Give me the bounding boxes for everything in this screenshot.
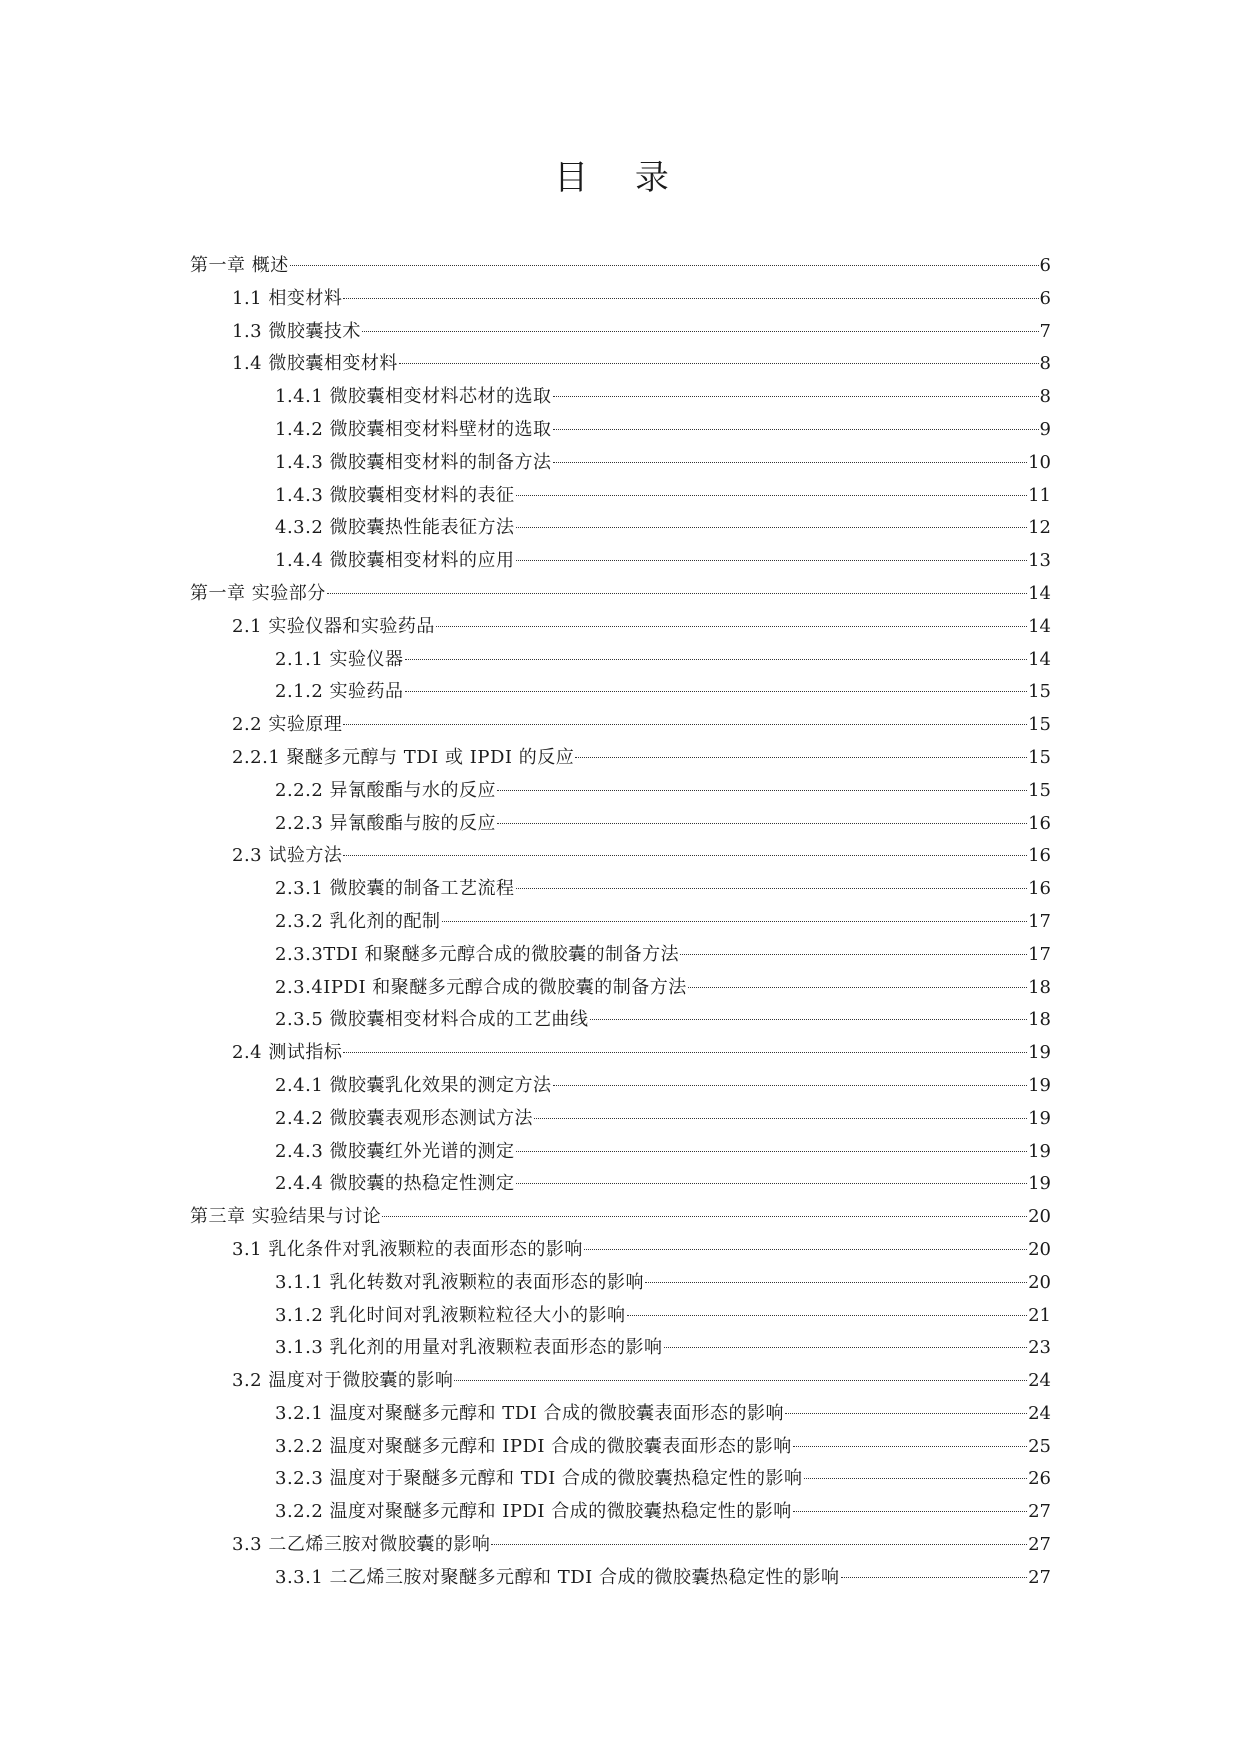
toc-dot-leader [553,462,1028,463]
toc-entry-label: 2.2.1 聚醚多元醇与 TDI 或 IPDI 的反应 [232,746,575,768]
toc-entry[interactable] [190,808,1051,841]
toc-dot-leader [442,921,1028,922]
toc-entry-page-number: 18 [1028,976,1051,998]
toc-entry[interactable] [190,1431,1051,1464]
toc-entry[interactable] [190,1300,1051,1333]
toc-entry-label: 1.4.4 微胶囊相变材料的应用 [275,550,515,572]
toc-entry-label: 3.2.2 温度对聚醚多元醇和 IPDI 合成的微胶囊表面形态的影响 [275,1435,792,1457]
toc-entry[interactable] [190,611,1051,644]
toc-entry[interactable] [190,512,1051,545]
toc-dot-leader [553,1085,1028,1086]
toc-dot-leader [590,1019,1028,1020]
toc-dot-leader [327,593,1027,594]
toc-entry-page-number: 12 [1028,517,1051,539]
toc-entry-page-number: 8 [1039,353,1051,375]
toc-entry-page-number: 15 [1028,746,1051,768]
toc-entry-label: 2.4.2 微胶囊表观形态测试方法 [275,1107,534,1129]
toc-dot-leader [405,691,1028,692]
toc-entry-page-number: 19 [1028,1074,1051,1096]
toc-dot-leader [627,1315,1028,1316]
toc-entry-label: 1.4.3 微胶囊相变材料的制备方法 [275,451,552,473]
toc-entry-label: 3.3.1 二乙烯三胺对聚醚多元醇和 TDI 合成的微胶囊热稳定性的影响 [275,1566,840,1588]
toc-entry[interactable] [190,480,1051,513]
toc-entry-page-number: 14 [1028,582,1051,604]
toc-entry-label: 2.1.2 实验药品 [275,681,404,703]
toc-entry-page-number: 11 [1028,484,1051,506]
toc-entry-page-number: 13 [1028,550,1051,572]
toc-dot-leader [516,1151,1028,1152]
toc-entry[interactable] [190,348,1051,381]
toc-entry-label: 1.4.3 微胶囊相变材料的表征 [275,484,515,506]
toc-entry-label: 2.2.2 异氰酸酯与水的反应 [275,779,497,801]
toc-entry[interactable] [190,1201,1051,1234]
toc-entry[interactable] [190,775,1051,808]
toc-entry-label: 2.4 测试指标 [232,1042,343,1064]
toc-dot-leader [793,1511,1027,1512]
toc-dot-leader [553,396,1039,397]
toc-entry[interactable] [190,250,1051,283]
toc-dot-leader [680,954,1027,955]
toc-entry-page-number: 20 [1028,1206,1051,1228]
toc-dot-leader [645,1282,1027,1283]
toc-entry-page-number: 16 [1028,845,1051,867]
toc-entry-page-number: 16 [1028,878,1051,900]
toc-title: 目 录 [554,158,687,198]
toc-entry-label: 3.2.1 温度对聚醚多元醇和 TDI 合成的微胶囊表面形态的影响 [275,1402,785,1424]
toc-dot-leader [343,1052,1027,1053]
toc-entry[interactable] [190,742,1051,775]
toc-entry[interactable] [190,381,1051,414]
toc-entry-page-number: 19 [1028,1042,1051,1064]
toc-dot-leader [575,757,1027,758]
toc-dot-leader [343,724,1027,725]
toc-entry-page-number: 23 [1028,1337,1051,1359]
toc-dot-leader [491,1544,1027,1545]
toc-entry-page-number: 6 [1039,287,1051,309]
toc-entry-page-number: 14 [1028,615,1051,637]
toc-dot-leader [290,265,1039,266]
toc-entry-page-number: 15 [1028,779,1051,801]
toc-entry-label: 3.2 温度对于微胶囊的影响 [232,1370,454,1392]
toc-dot-leader [534,1118,1027,1119]
toc-entry[interactable] [190,316,1051,349]
toc-entry-label: 3.2.3 温度对于聚醚多元醇和 TDI 合成的微胶囊热稳定性的影响 [275,1468,803,1490]
toc-entry-label: 4.3.2 微胶囊热性能表征方法 [275,517,515,539]
toc-entry-label: 2.1 实验仪器和实验药品 [232,615,435,637]
toc-entry-label: 2.4.3 微胶囊红外光谱的测定 [275,1140,515,1162]
toc-entry[interactable] [190,644,1051,677]
toc-entry-page-number: 19 [1028,1107,1051,1129]
toc-entry[interactable] [190,414,1051,447]
toc-entry-page-number: 6 [1039,255,1051,276]
toc-entry-page-number: 17 [1028,910,1051,932]
toc-entry-label: 3.1.1 乳化转数对乳液颗粒的表面形态的影响 [275,1271,645,1293]
toc-entry-label: 2.3.3TDI 和聚醚多元醇合成的微胶囊的制备方法 [275,943,680,965]
toc-entry[interactable] [190,840,1051,873]
toc-entry[interactable] [190,906,1051,939]
toc-entry[interactable] [190,1103,1051,1136]
toc-entry-page-number: 27 [1028,1534,1051,1556]
toc-dot-leader [553,429,1039,430]
toc-entry[interactable] [190,1365,1051,1398]
toc-entry-label: 2.3.4IPDI 和聚醚多元醇合成的微胶囊的制备方法 [275,976,687,998]
toc-entry-page-number: 7 [1039,320,1051,342]
toc-dot-leader [362,331,1039,332]
toc-entry-label: 3.2.2 温度对聚醚多元醇和 IPDI 合成的微胶囊热稳定性的影响 [275,1501,792,1523]
toc-entry-page-number: 27 [1028,1501,1051,1523]
toc-entry[interactable] [190,1398,1051,1431]
toc-entry-page-number: 24 [1028,1402,1051,1424]
toc-entry[interactable] [190,1267,1051,1300]
toc-dot-leader [516,495,1028,496]
toc-entry-page-number: 27 [1028,1566,1051,1588]
toc-entry-page-number: 17 [1028,943,1051,965]
toc-entry[interactable] [190,709,1051,742]
toc-dot-leader [454,1380,1027,1381]
toc-entry-page-number: 16 [1028,812,1051,834]
toc-list [190,250,1051,1595]
toc-entry-label: 2.4.4 微胶囊的热稳定性测定 [275,1173,515,1195]
toc-entry-label: 2.1.1 实验仪器 [275,648,404,670]
toc-entry-page-number: 21 [1028,1304,1051,1326]
toc-entry-label: 2.3.5 微胶囊相变材料合成的工艺曲线 [275,1009,589,1031]
toc-entry-label: 2.3.1 微胶囊的制备工艺流程 [275,878,515,900]
toc-dot-leader [516,560,1028,561]
toc-dot-leader [516,527,1028,528]
toc-dot-leader [584,1249,1027,1250]
toc-entry[interactable] [190,1562,1051,1595]
toc-entry-label: 3.3 二乙烯三胺对微胶囊的影响 [232,1534,491,1556]
toc-dot-leader [497,823,1027,824]
toc-entry-page-number: 15 [1028,714,1051,736]
toc-entry-label: 第一章 实验部分 [190,582,326,604]
toc-entry[interactable] [190,1070,1051,1103]
toc-entry[interactable] [190,447,1051,480]
toc-entry-label: 第三章 实验结果与讨论 [190,1206,382,1228]
toc-entry-page-number: 19 [1028,1140,1051,1162]
toc-dot-leader [804,1478,1028,1479]
toc-entry-page-number: 8 [1039,386,1051,408]
toc-dot-leader [688,987,1027,988]
toc-entry-label: 3.1.3 乳化剂的用量对乳液颗粒表面形态的影响 [275,1337,663,1359]
toc-entry-page-number: 14 [1028,648,1051,670]
toc-dot-leader [516,1183,1028,1184]
toc-entry[interactable] [190,676,1051,709]
toc-dot-leader [841,1577,1028,1578]
toc-entry-label: 2.3 试验方法 [232,845,343,867]
toc-entry-label: 1.3 微胶囊技术 [232,320,361,342]
toc-entry-label: 2.2 实验原理 [232,714,343,736]
toc-entry[interactable] [190,873,1051,906]
toc-entry-page-number: 9 [1039,418,1051,440]
toc-entry-page-number: 20 [1028,1238,1051,1260]
toc-entry-label: 3.1 乳化条件对乳液颗粒的表面形态的影响 [232,1238,583,1260]
toc-dot-leader [436,626,1027,627]
toc-entry[interactable] [190,939,1051,972]
toc-dot-leader [343,855,1027,856]
toc-dot-leader [785,1413,1027,1414]
toc-entry-label: 2.3.2 乳化剂的配制 [275,910,441,932]
toc-entry-page-number: 24 [1028,1370,1051,1392]
toc-dot-leader [399,363,1039,364]
toc-entry-label: 2.2.3 异氰酸酯与胺的反应 [275,812,497,834]
toc-dot-leader [516,888,1028,889]
toc-entry-page-number: 15 [1028,681,1051,703]
toc-entry-page-number: 25 [1028,1435,1051,1457]
toc-entry-label: 3.1.2 乳化时间对乳液颗粒粒径大小的影响 [275,1304,626,1326]
toc-entry-label: 2.4.1 微胶囊乳化效果的测定方法 [275,1074,552,1096]
toc-dot-leader [343,298,1038,299]
toc-entry[interactable] [190,545,1051,578]
toc-entry[interactable] [190,1234,1051,1267]
toc-entry[interactable] [190,1136,1051,1169]
toc-dot-leader [497,790,1027,791]
toc-entry-page-number: 26 [1028,1468,1051,1490]
toc-entry-page-number: 19 [1028,1173,1051,1195]
toc-entry-label: 第一章 概述 [190,255,289,276]
toc-entry[interactable] [190,1463,1051,1496]
toc-entry[interactable] [190,283,1051,316]
toc-entry-page-number: 18 [1028,1009,1051,1031]
toc-entry[interactable] [190,1496,1051,1529]
toc-entry-label: 1.4.1 微胶囊相变材料芯材的选取 [275,386,552,408]
toc-entry[interactable] [190,1168,1051,1201]
toc-dot-leader [793,1446,1027,1447]
toc-entry[interactable] [190,1529,1051,1562]
toc-dot-leader [664,1347,1028,1348]
toc-entry-label: 1.4.2 微胶囊相变材料壁材的选取 [275,418,552,440]
toc-entry[interactable] [190,1037,1051,1070]
toc-entry[interactable] [190,972,1051,1005]
toc-entry-label: 1.4 微胶囊相变材料 [232,353,398,375]
toc-dot-leader [382,1216,1027,1217]
toc-entry[interactable] [190,1332,1051,1365]
toc-entry-page-number: 10 [1028,451,1051,473]
toc-entry[interactable] [190,1004,1051,1037]
toc-entry-label: 1.1 相变材料 [232,287,343,309]
toc-entry[interactable] [190,578,1051,611]
toc-entry-page-number: 20 [1028,1271,1051,1293]
toc-dot-leader [405,659,1028,660]
